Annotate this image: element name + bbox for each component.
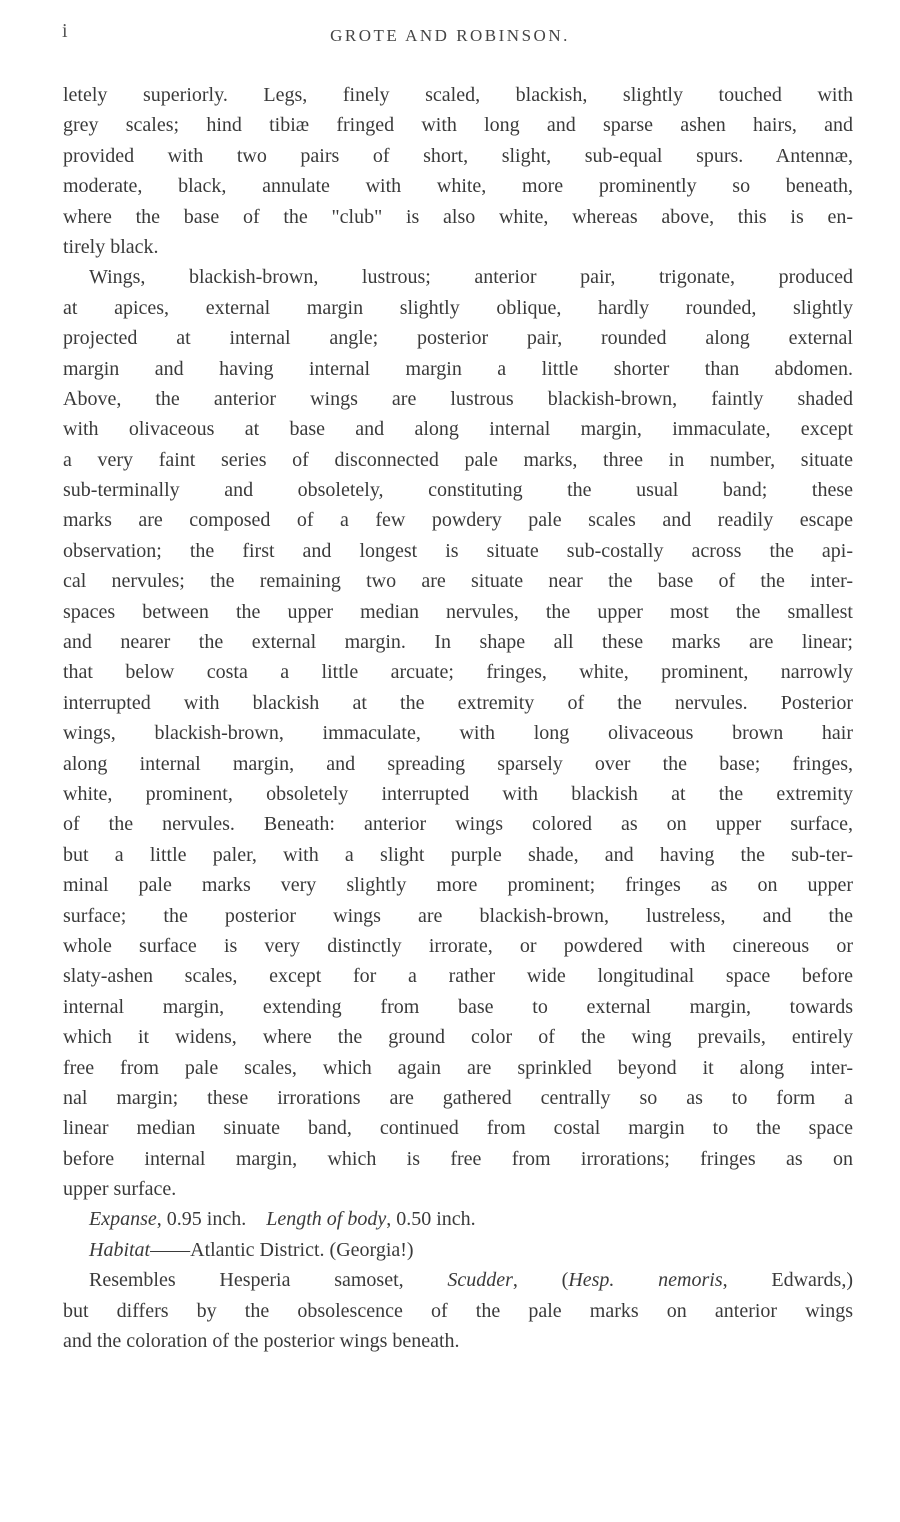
text-line: observation; the first and longest is situate sub-costally across the api- xyxy=(63,539,853,562)
text-line: upper surface. xyxy=(63,1178,177,1201)
body-text xyxy=(63,80,853,1356)
text-line: surface; the posterior wings are blackish-brown, lustreless, and the xyxy=(63,904,853,927)
text-line: minal pale marks very slightly more prominent; fringes as on upper xyxy=(63,874,853,897)
text-line: slaty-ashen scales, except for a rather wide longitudinal space before xyxy=(63,965,853,988)
running-head: GROTE AND ROBINSON. xyxy=(330,26,570,45)
text-line: where the base of the "club" is also white, whereas above, this is en- xyxy=(63,205,853,228)
resembles-line xyxy=(63,1265,853,1295)
text-line: Above, the anterior wings are lustrous blackish-brown, faintly shaded xyxy=(63,387,853,410)
text-line: before internal margin, which is free from irrorations; fringes as on xyxy=(63,1147,853,1170)
text-line: and the coloration of the posterior wings beneath. xyxy=(63,1330,460,1353)
text-line: a very faint series of disconnected pale marks, three in number, situate xyxy=(63,448,853,471)
text-line: but differs by the obsolescence of the pale marks on anterior wings xyxy=(63,1299,853,1322)
paragraph-start: Wings, blackish-brown, lustrous; anterior pair, trigonate, produced xyxy=(89,266,853,289)
text-line: and nearer the external margin. In shape all these marks are linear; xyxy=(63,631,853,654)
text-line: interrupted with blackish at the extremity of the nervules. Posterior xyxy=(63,691,853,714)
text-line: that below costa a little arcuate; fringes, white, prominent, narrowly xyxy=(63,661,853,684)
text-line: which it widens, where the ground color of the wing prevails, entirely xyxy=(63,1026,853,1049)
text-line: letely superiorly. Legs, finely scaled, blackish, slightly touched with xyxy=(63,84,853,106)
text-line: marks are composed of a few powdery pale scales and readily escape xyxy=(63,509,853,532)
text-line: spaces between the upper median nervules, the upper most the smallest xyxy=(63,600,853,623)
text-line: margin and having internal margin a little shorter than abdomen. xyxy=(63,357,853,380)
text-line: at apices, external margin slightly oblique, hardly rounded, slightly xyxy=(63,296,853,319)
resembles-author: , Edwards,) xyxy=(722,1269,853,1292)
habitat-label: Habitat xyxy=(89,1238,151,1261)
expanse-label: Expanse xyxy=(89,1208,157,1231)
text-line: whole surface is very distinctly irrorate, or powdered with cinereous or xyxy=(63,934,853,957)
habitat-line xyxy=(63,1235,853,1265)
expanse-line xyxy=(63,1204,853,1234)
text-line: wings, blackish-brown, immaculate, with long olivaceous brown hair xyxy=(63,722,853,745)
text-line: grey scales; hind tibiæ fringed with long and sparse ashen hairs, and xyxy=(63,114,853,137)
resembles-punct: , ( xyxy=(512,1269,569,1292)
text-line: linear median sinuate band, continued from costal margin to the space xyxy=(63,1117,853,1140)
text-line: along internal margin, and spreading sparsely over the base; fringes, xyxy=(63,752,853,775)
text-line: tirely black. xyxy=(63,235,159,258)
text-line: white, prominent, obsoletely interrupted with blackish at the extremity xyxy=(63,782,853,805)
text-line: nal margin; these irrorations are gathered centrally so as to form a xyxy=(63,1086,853,1109)
corner-mark: i xyxy=(62,20,68,42)
resembles-text: Resembles Hesperia samoset, xyxy=(89,1269,448,1292)
text-line: of the nervules. Beneath: anterior wings colored as on upper surface, xyxy=(63,813,853,836)
length-value: , 0.50 inch. xyxy=(386,1208,476,1231)
text-line: projected at internal angle; posterior pair, rounded along external xyxy=(63,327,853,350)
text-line: but a little paler, with a slight purple shade, and having the sub-ter- xyxy=(63,843,853,866)
habitat-value: ——Atlantic District. (Georgia!) xyxy=(150,1238,414,1261)
text-line: with olivaceous at base and along internal margin, immaculate, except xyxy=(63,418,853,441)
length-label: Length of body xyxy=(266,1208,387,1231)
text-line: sub-terminally and obsoletely, constituting the usual band; these xyxy=(63,479,853,502)
text-line: provided with two pairs of short, slight, sub-equal spurs. Antennæ, xyxy=(63,144,853,167)
text-line: free from pale scales, which again are sprinkled beyond it along inter- xyxy=(63,1056,853,1079)
text-line: moderate, black, annulate with white, more prominently so beneath, xyxy=(63,175,853,198)
synonym-name: Hesp. nemoris xyxy=(568,1269,723,1292)
text-line: cal nervules; the remaining two are situate near the base of the inter- xyxy=(63,570,853,593)
text-line: internal margin, extending from base to external margin, towards xyxy=(63,995,853,1018)
author-scudder: Scudder xyxy=(447,1269,513,1292)
expanse-value: , 0.95 inch. xyxy=(156,1208,247,1231)
